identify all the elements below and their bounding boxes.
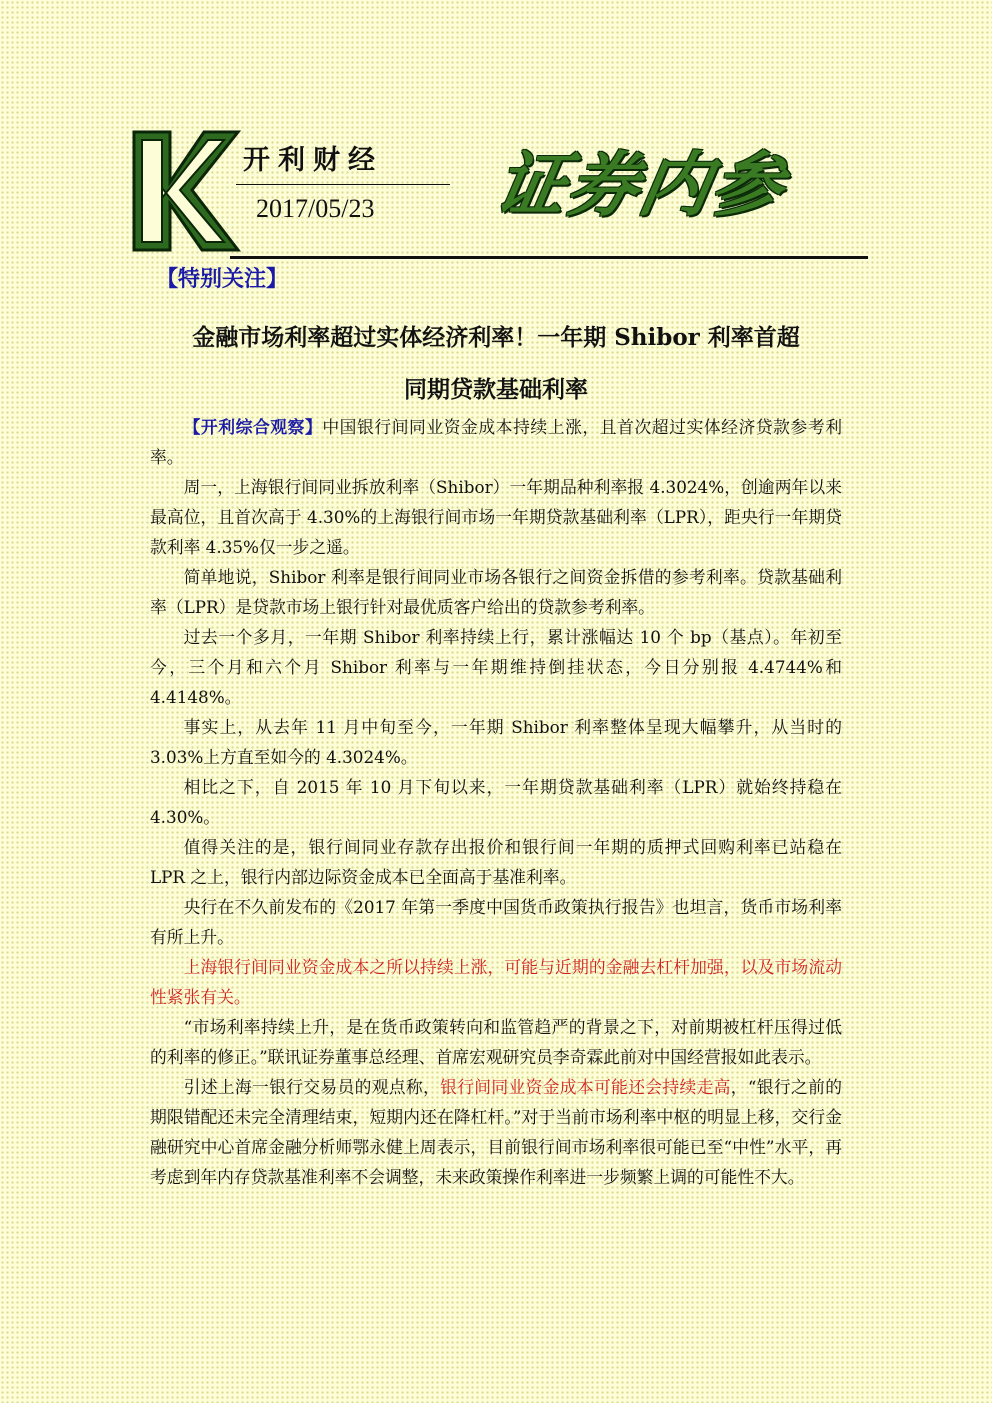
article-title bbox=[120, 312, 872, 416]
newsletter-header bbox=[0, 0, 992, 270]
paragraph-9-highlight: 上海银行间同业资金成本之所以持续上涨，可能与近期的金融去杠杆加强，以及市场流动性紧张有关。 bbox=[150, 957, 842, 1007]
article-body bbox=[150, 412, 842, 1192]
paragraph-1 bbox=[150, 412, 842, 472]
brand-name: 开利财经 bbox=[243, 145, 383, 176]
masthead-title: 证券内参 bbox=[488, 144, 792, 226]
paragraph-7: 值得关注的是，银行间同业存款存出报价和银行间一年期的质押式回购利率已站稳在 LPR 之上，银行内部边际资金成本已全面高于基准利率。 bbox=[150, 837, 842, 887]
k-logo-icon bbox=[130, 128, 242, 254]
paragraph-3: 简单地说，Shibor 利率是银行间同业市场各银行之间资金拆借的参考利率。贷款基础利率（LPR）是贷款市场上银行针对最优质客户给出的贷款参考利率。 bbox=[150, 567, 842, 617]
section-tag: 【特别关注】 bbox=[156, 266, 289, 292]
paragraph-1-text: 中国银行间同业资金成本持续上涨，且首次超过实体经济贷款参考利率。 bbox=[150, 417, 842, 467]
paragraph-6: 相比之下，自 2015 年 10 月下旬以来，一年期贷款基础利率（LPR）就始终持稳在 4.30%。 bbox=[150, 777, 842, 827]
paragraph-10: “市场利率持续上升，是在货币政策转向和监管趋严的背景之下，对前期被杠杆压得过低的利率的修正。”联讯证券董事总经理、首席宏观研究员李奇霖此前对中国经营报如此表示。 bbox=[150, 1017, 842, 1067]
paragraph-11-highlight: 银行间同业资金成本可能还会持续走高 bbox=[440, 1077, 731, 1097]
paragraph-5: 事实上，从去年 11 月中旬至今，一年期 Shibor 利率整体呈现大幅攀升，从当时的 3.03%上方直至如今的 4.3024%。 bbox=[150, 717, 842, 767]
paragraph-4: 过去一个多月，一年期 Shibor 利率持续上行，累计涨幅达 10 个 bp（基点）。年初至今，三个月和六个月 Shibor 利率与一年期维持倒挂状态，今日分别报 4.4744%和 4.4148%。 bbox=[150, 627, 842, 707]
header-divider bbox=[230, 256, 868, 259]
brand-divider bbox=[236, 184, 450, 185]
paragraph-11-intro: 引述上海一银行交易员的观点称， bbox=[183, 1077, 441, 1097]
issue-date: 2017/05/23 bbox=[256, 194, 375, 223]
paragraph-11-rest: ，“银行之前的期限错配还未完全清理结束，短期内还在降杠杆。”对于当前市场利率中枢的明显上移，交行金融研究中心首席金融分析师鄂永健上周表示，目前银行间市场利率很可能已至“中性”水平，再考虑到年内存贷款基准利率不会调整，未来政策操作利率进一步频繁上调的可能性不大。 bbox=[150, 1077, 842, 1187]
observation-label: 【开利综合观察】 bbox=[183, 417, 323, 437]
paragraph-8: 央行在不久前发布的《2017 年第一季度中国货币政策执行报告》也坦言，货币市场利率有所上升。 bbox=[150, 897, 842, 947]
paragraph-2: 周一，上海银行间同业拆放利率（Shibor）一年期品种利率报 4.3024%，创逾两年以来最高位，且首次高于 4.30%的上海银行间市场一年期贷款基础利率（LPR），距央行一年期贷款利率 4.35%仅一步之遥。 bbox=[150, 477, 842, 557]
article-title-line2: 同期贷款基础利率 bbox=[404, 376, 588, 403]
paragraph-11 bbox=[150, 1072, 842, 1192]
article-title-line1: 金融市场利率超过实体经济利率！一年期 Shibor 利率首超 bbox=[192, 324, 800, 351]
